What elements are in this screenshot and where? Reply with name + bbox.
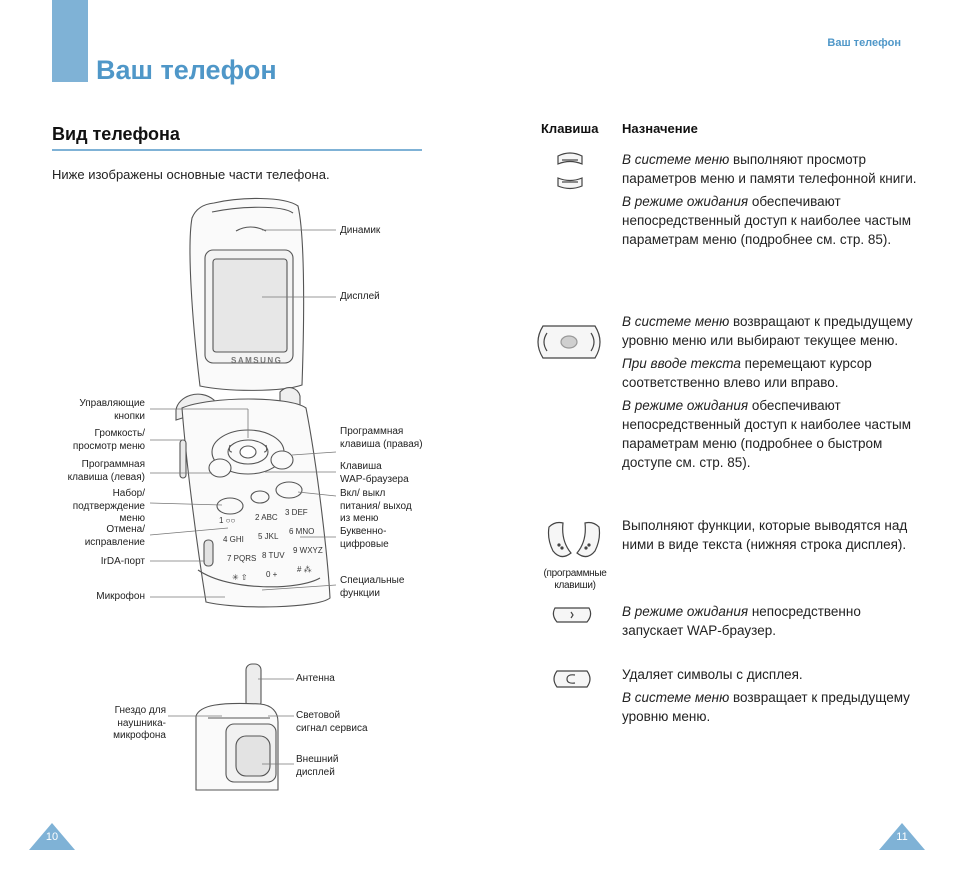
label-cancel: Отмена/ исправление — [84, 524, 145, 548]
label-external-display: Внешний дисплей — [296, 754, 339, 778]
label-display: Дисплей — [340, 291, 380, 302]
label-left-softkey: Программная клавиша (левая) — [67, 459, 145, 483]
section-title: Вид телефона — [52, 124, 180, 144]
clear-key-icon — [549, 667, 595, 691]
keypad-key: 3 DEF — [285, 508, 308, 517]
soft-keys-icon — [545, 519, 603, 561]
desc-emphasis: В режиме ожидания — [622, 194, 749, 209]
label-antenna: Антенна — [296, 673, 335, 684]
label-power-key: Вкл/ выкл питания/ выход из меню — [340, 488, 412, 524]
keypad-key: # ⁂ — [297, 565, 312, 574]
label-right-softkey: Программная клавиша (правая) — [340, 426, 423, 450]
keypad-key: ✳ ⇧ — [232, 573, 248, 582]
desc-emphasis: В системе меню — [622, 690, 730, 705]
intro-text: Ниже изображены основные части телефона. — [52, 167, 330, 182]
running-head: Ваш телефон — [827, 37, 901, 49]
desc-text: перемещают курсор соответственно влево или вправо. — [622, 356, 872, 390]
label-irda: IrDA-порт — [100, 556, 145, 567]
label-nav-keys: Управляющие кнопки — [79, 398, 145, 422]
desc-emphasis: В режиме ожидания — [622, 398, 749, 413]
label-speaker: Динамик — [340, 225, 381, 236]
soft-keys-caption: (программные клавиши) — [543, 568, 607, 591]
label-volume: Громкость/ просмотр меню — [72, 428, 145, 452]
keypad-key: 4 GHI — [223, 535, 244, 544]
label-microphone: Микрофон — [96, 591, 145, 602]
keypad-key: 7 PQRS — [227, 554, 257, 563]
wap-key-icon — [549, 604, 595, 626]
keypad-key: 5 JKL — [258, 532, 279, 541]
desc-text: Удаляет символы с дисплея. — [622, 667, 803, 682]
chapter-title: Ваш телефон — [96, 55, 277, 85]
phone-brand-mark: SAMSUNG — [231, 356, 283, 365]
label-service-light: Световой сигнал сервиса — [296, 710, 368, 734]
label-wap-key: Клавиша WAP-браузера — [340, 461, 409, 485]
table-header-key: Клавиша — [541, 121, 599, 136]
key-description-wap — [622, 602, 922, 640]
keypad-key: 1 ○○ — [219, 516, 236, 525]
page-number-right: 11 — [896, 831, 908, 843]
label-send: Набор/ подтверждение меню — [72, 488, 145, 524]
keypad-key: 2 ABC — [255, 513, 278, 522]
key-description-updown — [622, 150, 922, 249]
keypad-key: 0 + — [266, 570, 278, 579]
label-headset-jack: Гнездо для наушника- микрофона — [113, 705, 166, 741]
desc-emphasis: В режиме ожидания — [622, 604, 749, 619]
left-right-nav-key-icon — [531, 323, 607, 361]
desc-emphasis: При вводе текста — [622, 356, 741, 371]
up-down-nav-key-icon — [540, 150, 600, 192]
desc-emphasis: В системе меню — [622, 314, 730, 329]
desc-emphasis: В системе меню — [622, 152, 730, 167]
keypad-key: 6 MNO — [289, 527, 315, 536]
key-description-softkeys — [622, 516, 922, 554]
desc-text: Выполняют функции, которые выводятся над ними в виде текста (нижняя строка дисплея). — [622, 518, 908, 552]
table-header-purpose: Назначение — [622, 121, 698, 136]
desc-text: возвращает к предыдущему уровню меню. — [622, 690, 910, 724]
key-description-clear — [622, 665, 922, 726]
desc-text: обеспечивают непосредственный доступ к наиболее частым параметрам меню (подробнее о быстром доступе см. стр. 85). — [622, 398, 911, 470]
page-number-left: 10 — [45, 831, 59, 843]
desc-text: возвращают к предыдущему уровню меню или выбирают текущее меню. — [622, 314, 913, 348]
desc-text: непосредственно запускает WAP-браузер. — [622, 604, 861, 638]
keypad-key: 9 WXYZ — [293, 546, 323, 555]
label-special-functions: Специальные функции — [340, 575, 405, 599]
key-description-leftright — [622, 312, 922, 472]
desc-text: обеспечивают непосредственный доступ к наиболее частым параметрам меню (подробнее см. стр. 85). — [622, 194, 911, 247]
label-alphanumeric: Буквенно- цифровые — [340, 526, 389, 550]
desc-text: выполняют просмотр параметров меню и памяти телефонной книги. — [622, 152, 917, 186]
keypad-key: 8 TUV — [262, 551, 285, 560]
